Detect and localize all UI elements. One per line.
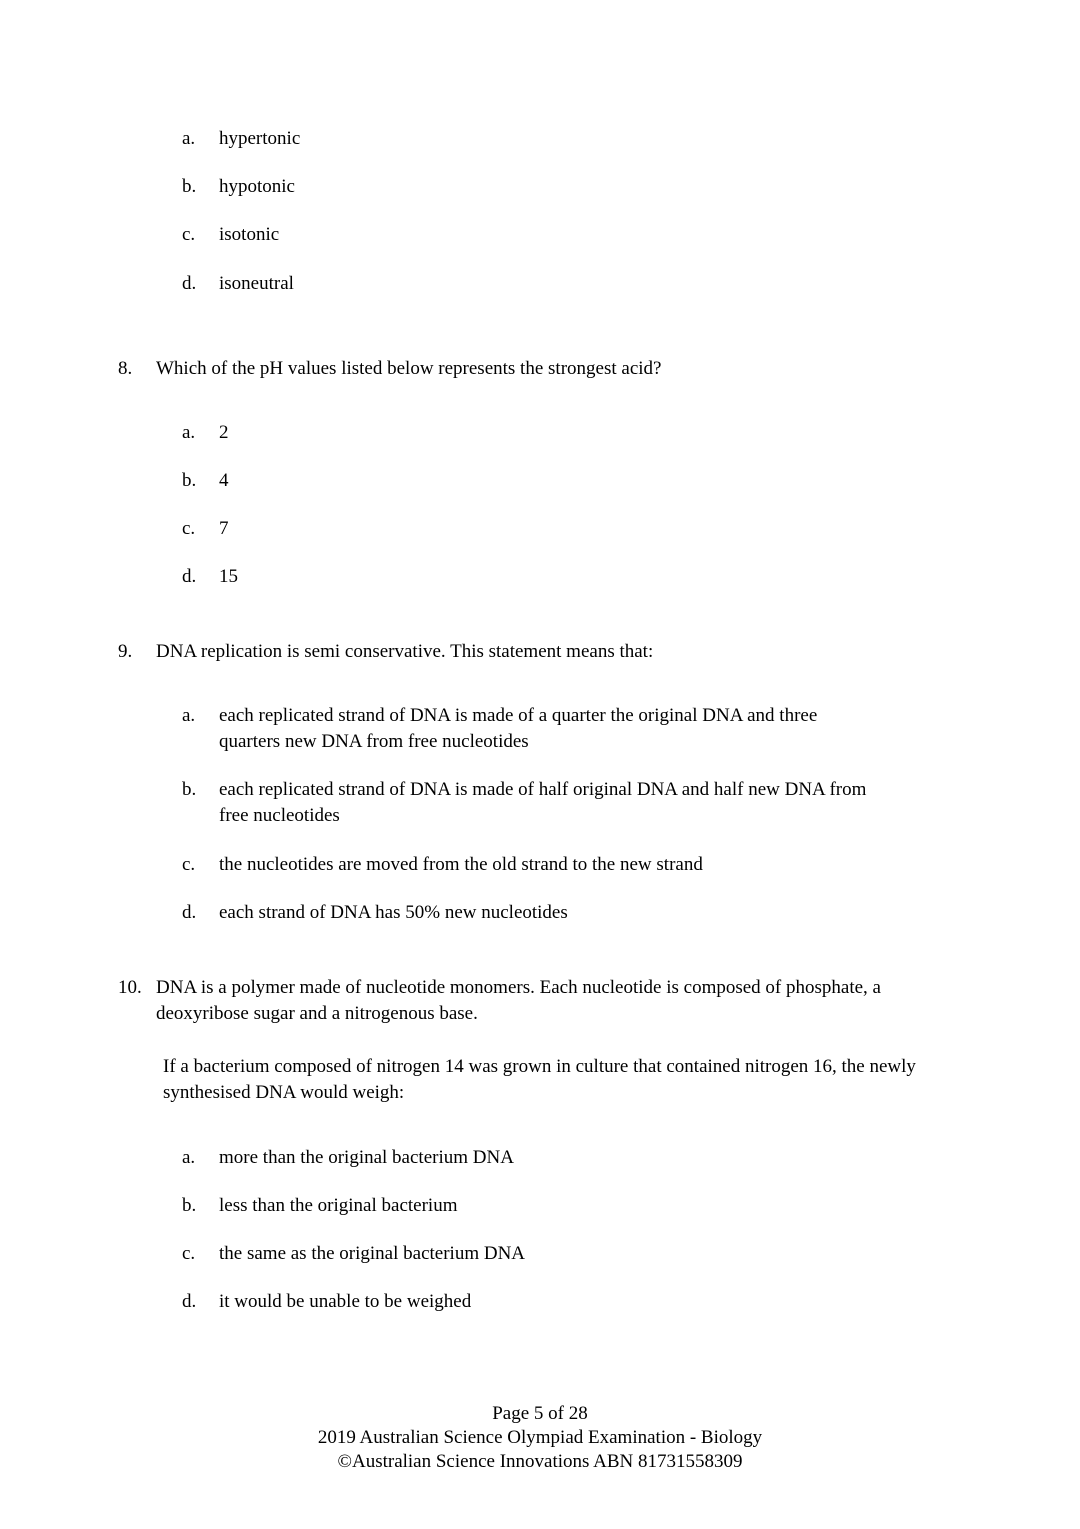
q9-option-c-text: the nucleotides are moved from the old strand to the new strand (219, 854, 703, 875)
q10-option-a-letter: a. (182, 1147, 196, 1168)
q10-option-b-text: less than the original bacterium (219, 1195, 458, 1216)
q9-option-d-text: each strand of DNA has 50% new nucleotides (219, 902, 568, 923)
q9-option-b-letter: b. (182, 779, 197, 800)
q9-option-a-letter: a. (182, 705, 196, 726)
q8-option-b-text: 4 (219, 470, 229, 491)
q7-option-b-text: hypotonic (219, 176, 295, 197)
q7-option-d-text: isoneutral (219, 273, 294, 294)
q8-option-b-letter: b. (182, 470, 197, 491)
q10-number: 10. (118, 977, 142, 998)
q10-option-c-letter: c. (182, 1243, 196, 1264)
q7-option-c-text: isotonic (219, 224, 280, 245)
q10-text: DNA is a polymer made of nucleotide monomers. Each nucleotide is composed of phosphate, a deoxyribose sugar and a nitrogenous base. (156, 977, 881, 1024)
q8-option-a-letter: a. (182, 422, 196, 443)
q8-option-d-text: 15 (219, 566, 238, 587)
q10-option-c-text: the same as the original bacterium DNA (219, 1243, 526, 1264)
q9-text: DNA replication is semi conservative. This statement means that: (156, 641, 654, 662)
q10-subtext: If a bacterium composed of nitrogen 14 was grown in culture that contained nitrogen 16, the newly synthesised DNA would weigh: (163, 1056, 916, 1103)
q8-option-d-letter: d. (182, 566, 197, 587)
q10-option-a-text: more than the original bacterium DNA (219, 1147, 514, 1168)
q8-option-c-text: 7 (219, 518, 229, 539)
q10-option-d-letter: d. (182, 1291, 197, 1312)
page-number: Page 5 of 28 (492, 1403, 588, 1424)
q10-option-b-letter: b. (182, 1195, 197, 1216)
q7-option-b-letter: b. (182, 176, 197, 197)
q9-option-c-letter: c. (182, 854, 196, 875)
q9-option-d-letter: d. (182, 902, 197, 923)
q7-option-d-letter: d. (182, 273, 197, 294)
q9-option-b-text: each replicated strand of DNA is made of half original DNA and half new DNA from free nucleotides (219, 779, 867, 826)
q8-number: 8. (118, 358, 133, 379)
q8-option-a-text: 2 (219, 422, 229, 443)
q7-option-c-letter: c. (182, 224, 196, 245)
copyright-notice: ©Australian Science Innovations ABN 81731558309 (337, 1451, 743, 1472)
q8-text: Which of the pH values listed below represents the strongest acid? (156, 358, 662, 379)
q9-option-a-text: each replicated strand of DNA is made of a quarter the original DNA and three quarters new DNA from free nucleotides (219, 705, 818, 752)
q7-option-a-letter: a. (182, 128, 196, 149)
q9-number: 9. (118, 641, 133, 662)
q10-option-d-text: it would be unable to be weighed (219, 1291, 472, 1312)
q7-option-a-text: hypertonic (219, 128, 301, 149)
q8-option-c-letter: c. (182, 518, 196, 539)
exam-title: 2019 Australian Science Olympiad Examination - Biology (317, 1427, 763, 1448)
